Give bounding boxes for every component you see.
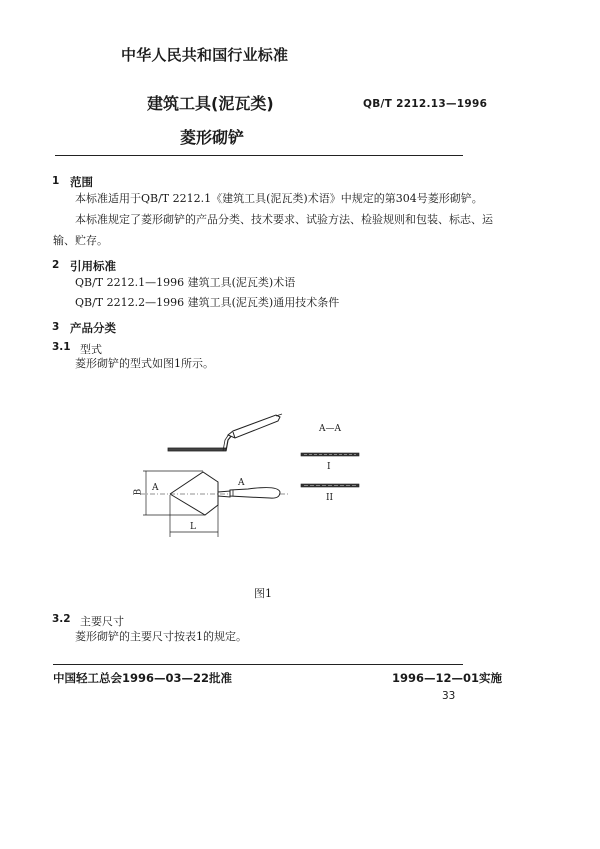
document-subtitle: 菱形砌铲 — [180, 128, 245, 147]
section-1-paragraph-2: 本标准规定了菱形砌铲的产品分类、技术要求、试验方法、检验规则和包装、标志、运 — [75, 213, 493, 226]
implementation-date: 1996—12—01实施 — [392, 671, 503, 685]
section-1-paragraph-2-cont: 输、贮存。 — [53, 234, 108, 247]
section-3-1-title: 型式 — [80, 343, 102, 356]
dimension-l-label: L — [190, 522, 196, 532]
section-1-paragraph-1: 本标准适用于QB/T 2212.1《建筑工具(泥瓦类)术语》中规定的第304号菱形砌铲。 — [75, 192, 483, 205]
trowel-diagram — [130, 395, 400, 555]
figure-caption: 图1 — [254, 587, 272, 600]
section-1-title: 范围 — [70, 175, 93, 189]
section-3-number: 3 — [52, 321, 60, 333]
section-2-number: 2 — [52, 259, 60, 271]
section-3-2-number: 3.2 — [52, 613, 71, 625]
header-divider — [55, 155, 463, 156]
section-3-1-paragraph: 菱形砌铲的型式如图1所示。 — [75, 357, 214, 370]
section-mark-a-left: A — [152, 483, 159, 493]
section-1-number: 1 — [52, 175, 60, 187]
figure-1-trowel-drawing — [130, 395, 400, 555]
footer-divider — [53, 664, 463, 665]
section-3-1-number: 3.1 — [52, 341, 71, 353]
page-number: 33 — [442, 690, 456, 702]
section-3-2-paragraph: 菱形砌铲的主要尺寸按表1的规定。 — [75, 630, 247, 643]
section-3-title: 产品分类 — [70, 321, 116, 335]
section-variant-2-label: II — [326, 493, 334, 503]
section-variant-1-label: I — [327, 462, 331, 472]
document-title: 建筑工具(泥瓦类) — [147, 94, 274, 113]
section-3-2-title: 主要尺寸 — [80, 615, 124, 628]
section-view-label: A—A — [319, 424, 341, 434]
section-2-title: 引用标准 — [70, 259, 116, 273]
standard-organization: 中华人民共和国行业标准 — [121, 46, 289, 64]
reference-item: QB/T 2212.2—1996 建筑工具(泥瓦类)通用技术条件 — [75, 296, 340, 309]
section-mark-a-right: A — [238, 478, 245, 488]
standard-code: QB/T 2212.13—1996 — [363, 98, 488, 110]
dimension-b-label: B — [133, 488, 144, 496]
approval-date: 中国轻工总会1996—03—22批准 — [53, 671, 233, 685]
reference-item: QB/T 2212.1—1996 建筑工具(泥瓦类)术语 — [75, 276, 296, 289]
